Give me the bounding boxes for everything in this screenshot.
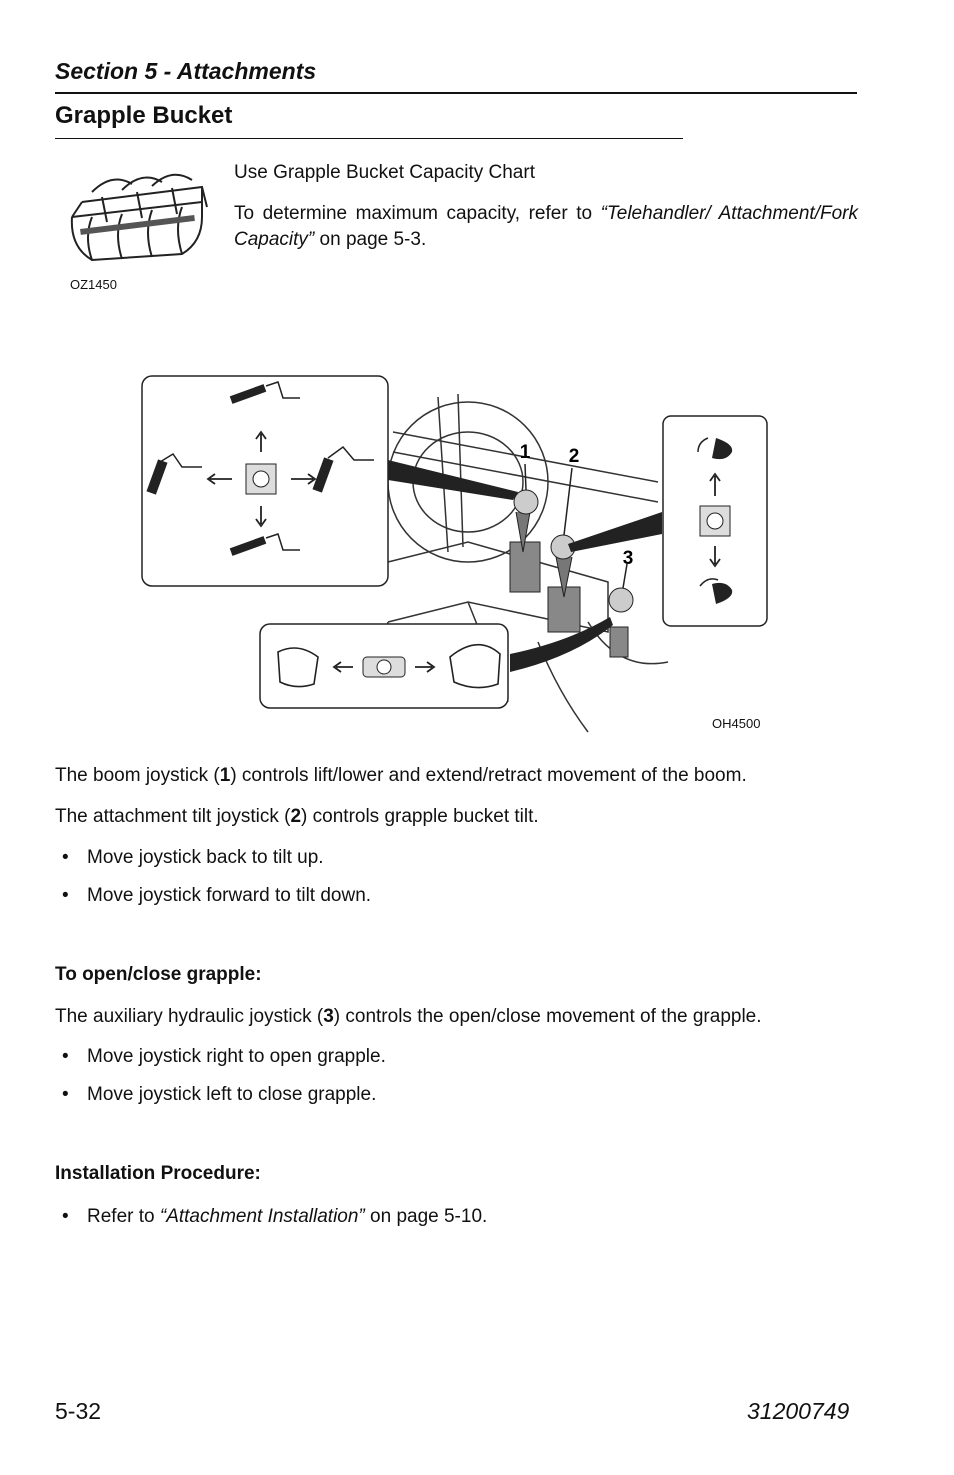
tilt-bullet-list	[55, 845, 855, 921]
joystick-controls-figure	[138, 372, 778, 742]
aux-text-post: ) controls the open/close movement of the grapple.	[333, 1006, 762, 1027]
leader-2	[568, 512, 662, 552]
callout-2: 2	[568, 446, 580, 467]
list-item: • Move joystick right to open grapple.	[55, 1044, 855, 1070]
installation-bullet-list	[55, 1204, 855, 1242]
grapple-bucket-illustration	[62, 162, 212, 277]
leader-1	[388, 460, 518, 500]
installation-reference-link[interactable]: “Attachment Installation”	[159, 1206, 365, 1227]
list-item: • Move joystick forward to tilt down.	[55, 883, 855, 909]
thumbnail-code: OZ1450	[70, 277, 117, 292]
page-number: 5-32	[55, 1398, 102, 1424]
boom-text-post: ) controls lift/lower and extend/retract movement of the boom.	[230, 765, 747, 786]
capacity-prefix: To determine maximum capacity, refer to	[234, 203, 601, 224]
list-item: • Move joystick back to tilt up.	[55, 845, 855, 871]
capacity-chart-instruction: Use Grapple Bucket Capacity Chart	[234, 162, 535, 183]
tilt-text-post: ) controls grapple bucket tilt.	[301, 806, 539, 827]
figure-code: OH4500	[712, 716, 761, 731]
auxiliary-joystick-paragraph	[55, 1004, 762, 1030]
tilt-text-pre: The attachment tilt joystick (	[55, 806, 291, 827]
install-text-pre: Refer to	[87, 1206, 160, 1227]
list-item	[55, 1204, 855, 1230]
callout-3: 3	[622, 548, 634, 569]
document-number: 31200749	[747, 1398, 850, 1424]
tilt-number: 2	[290, 806, 302, 827]
grapple-subheading: To open/close grapple:	[55, 964, 262, 985]
tilt-joystick-panel	[663, 416, 767, 626]
boom-number: 1	[219, 765, 231, 786]
boom-joystick-paragraph	[55, 763, 747, 789]
callout-1: 1	[519, 442, 531, 463]
installation-subheading: Installation Procedure:	[55, 1163, 261, 1184]
list-item: • Move joystick left to close grapple.	[55, 1082, 855, 1108]
tilt-joystick-paragraph	[55, 804, 539, 830]
joystick-1	[510, 490, 540, 592]
heading-rule	[55, 138, 683, 139]
capacity-reference-paragraph	[234, 201, 858, 253]
grapple-bullet-list	[55, 1044, 855, 1120]
capacity-reference-link[interactable]: “Telehandler/ Attachment/Fork Capacity”	[234, 203, 858, 250]
boom-text-pre: The boom joystick (	[55, 765, 220, 786]
joystick-3	[609, 588, 633, 657]
auxiliary-joystick-panel	[260, 624, 508, 708]
aux-text-pre: The auxiliary hydraulic joystick (	[55, 1006, 324, 1027]
aux-number: 3	[323, 1006, 334, 1027]
page-heading: Grapple Bucket	[55, 102, 233, 129]
section-title: Section 5 - Attachments	[55, 58, 317, 84]
install-text-post: on page 5-10.	[364, 1206, 488, 1227]
boom-joystick-panel	[142, 376, 388, 586]
capacity-suffix: on page 5-3.	[314, 229, 427, 250]
header-rule	[55, 92, 857, 94]
